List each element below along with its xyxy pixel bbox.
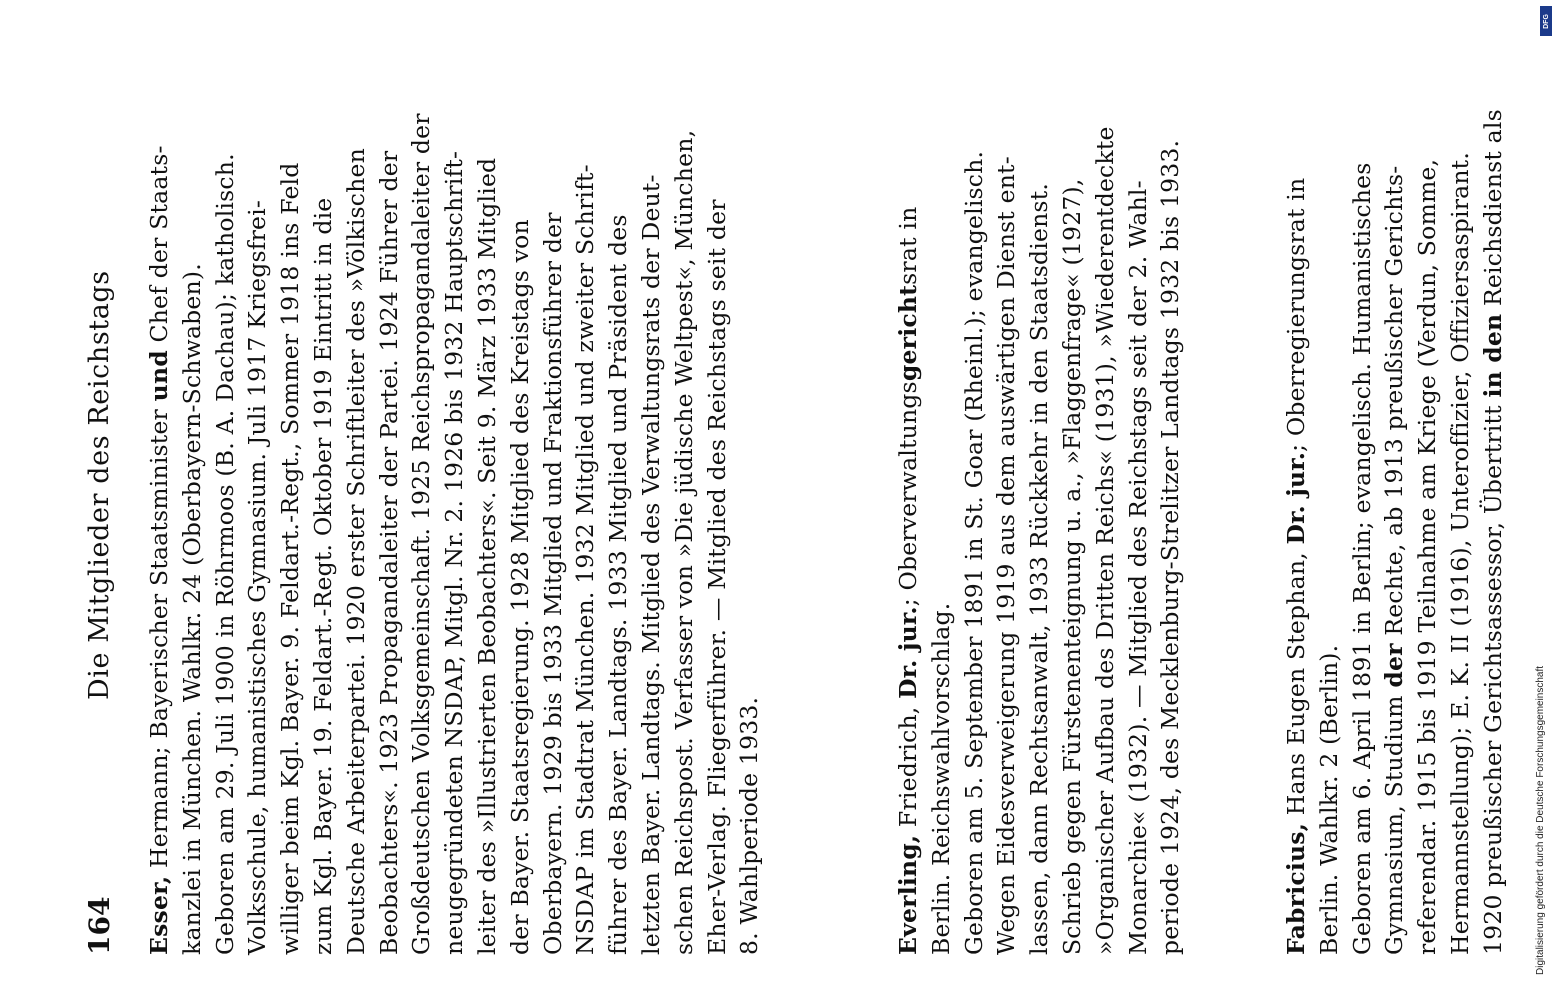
text-run: Monarchie« (1932). — Mitglied des Reichstags seit der 2. Wahl- xyxy=(1123,180,1152,955)
text-run: Rechte, ab 1913 preußischer Gerichts- xyxy=(1380,165,1409,644)
digitization-credit: Digitalisierung gefördert durch die Deutsche Forschungsgemeinschaft xyxy=(1535,665,1546,975)
text-run: Chef der Staats- xyxy=(145,145,173,351)
entry-text-line xyxy=(604,214,633,955)
bold-run: und xyxy=(145,350,173,402)
text-run: Schrieb gegen Fürstenenteignung u. a., »Flaggenfrage« (1927), xyxy=(1058,178,1086,955)
text-run: Friedrich, xyxy=(894,698,922,835)
entry-text-line xyxy=(538,212,567,955)
entry-heading-line xyxy=(894,206,922,955)
text-run: kanzlei in München. Wahlkr. 24 (Oberbayern-Schwaben). xyxy=(177,263,206,955)
text-run: ; Oberregierungsrat in xyxy=(1282,177,1310,452)
text-run: Geboren am 6. April 1891 in Berlin; evangelisch. Humanistisches xyxy=(1347,162,1376,955)
entry-text-line xyxy=(309,197,337,955)
entry-text-line xyxy=(505,219,534,955)
entry-text-line xyxy=(1058,178,1086,955)
text-run: führer des Bayer. Landtags. 1933 Mitglied und Präsident des xyxy=(604,214,633,955)
entry-text-line xyxy=(1413,158,1442,955)
entry-text-line xyxy=(1347,162,1376,955)
entry-text-line xyxy=(669,129,698,955)
bold-run: Esser, xyxy=(145,875,173,955)
entry-text-line xyxy=(374,150,403,955)
text-run: letzten Bayer. Landtags. Mitglied des Verwaltungsrats der Deut- xyxy=(637,174,665,955)
text-run: Beobachters«. 1923 Propagandaleiter der Partei. 1924 Führer der xyxy=(374,150,403,955)
bold-run: in den xyxy=(1478,313,1507,398)
dfg-logo-text: DFG xyxy=(1543,13,1550,29)
entry-text-line xyxy=(992,156,1021,955)
page-number: 164 xyxy=(83,896,116,955)
text-run: lassen, dann Rechtsanwalt, 1933 Rückkehr in den Staatsdienst. xyxy=(1025,182,1054,955)
entry-heading-line xyxy=(145,145,173,955)
text-run: srat in xyxy=(894,206,922,285)
entry-text-line xyxy=(1025,182,1054,955)
text-run: der Bayer. Staatsregierung. 1928 Mitglied des Kreistags von xyxy=(505,219,534,955)
text-run: periode 1924, des Mecklenburg-Strelitzer Landtags 1932 bis 1933. xyxy=(1156,139,1185,955)
text-run: Berlin. Wahlkr. 2 (Berlin). xyxy=(1314,644,1343,955)
text-run: schen Reichspost. Verfasser von »Die jüdische Weltpest«, München, xyxy=(669,129,698,955)
entry-text-line xyxy=(926,602,955,955)
entry-text-line xyxy=(341,148,370,955)
entry-text-line xyxy=(440,150,469,955)
entry-text-line xyxy=(735,696,764,955)
entry-text-line xyxy=(407,113,436,955)
entry-text-line xyxy=(276,162,305,955)
entry-text-line xyxy=(1156,139,1185,955)
entry-text-line xyxy=(177,263,206,955)
entry-text-line xyxy=(959,150,988,955)
dfg-logo xyxy=(1540,6,1552,36)
bold-run: Dr. jur. xyxy=(1282,451,1310,545)
text-run: Gymnasium, Studium xyxy=(1380,687,1409,955)
text-run: NSDAP im Stadtrat München. 1932 Mitglied und zweiter Schrift- xyxy=(571,164,600,955)
text-run: 8. Wahlperiode 1933. xyxy=(735,696,764,955)
text-run: Geboren am 29. Juli 1900 in Röhrmoos (B. A. Dachau); katholisch. xyxy=(210,153,239,955)
text-run: »Organischer Aufbau des Dritten Reichs« (1931), »Wiederentdeckte xyxy=(1090,126,1119,955)
text-run: Berlin. Reichswahlvorschlag. xyxy=(926,602,955,955)
entry-text-line xyxy=(243,199,272,955)
text-run: Hans Eugen Stephan, xyxy=(1282,544,1310,823)
entry-heading-line xyxy=(1282,177,1310,955)
entry-text-line xyxy=(210,153,239,955)
text-run: ; Oberverwaltungs xyxy=(894,381,922,607)
entry-text-line xyxy=(1123,180,1152,955)
text-run: 1920 preußischer Gerichtsassessor, Übertritt xyxy=(1478,397,1507,955)
bold-run: Fabricius, xyxy=(1282,822,1310,955)
text-run: Großdeutschen Volksgemeinschaft. 1925 Reichspropagandaleiter der xyxy=(407,113,436,955)
text-run: Hermannstellung); E. K. II (1916), Unteroffizier, Offiziersaspirant. xyxy=(1446,152,1474,955)
text-run: referendar. 1915 bis 1919 Teilnahme am Kriege (Verdun, Somme, xyxy=(1413,158,1442,955)
entry-text-line xyxy=(1446,152,1474,955)
bold-run: der xyxy=(1380,643,1409,688)
text-run: Hermann; Bayerischer Staatsminister xyxy=(145,401,173,876)
bold-run: Everling, xyxy=(894,834,922,955)
entry-text-line xyxy=(1314,644,1343,955)
entry-text-line xyxy=(1478,109,1507,955)
bold-run: gericht xyxy=(894,284,922,382)
text-run: zum Kgl. Bayer. 19. Feldart.-Regt. Oktober 1919 Eintritt in die xyxy=(309,197,337,955)
text-run: Wegen Eidesverweigerung 1919 aus dem auswärtigen Dienst ent- xyxy=(992,156,1021,955)
text-run: leiter des »Illustrierten Beobachters«. Seit 9. März 1933 Mitglied xyxy=(473,157,501,955)
text-run: neugegründeten NSDAP, Mitgl. Nr. 2. 1926 bis 1932 Hauptschrift- xyxy=(440,150,469,955)
text-run: williger beim Kgl. Bayer. 9. Feldart.-Regt., Sommer 1918 ins Feld xyxy=(276,162,305,955)
text-run: Reichsdienst als xyxy=(1478,109,1507,314)
entry-text-line xyxy=(1380,165,1409,955)
text-run: Eher-Verlag. Fliegerführer. — Mitglied des Reichstags seit der xyxy=(702,199,731,955)
entry-text-line xyxy=(571,164,600,955)
text-run: Deutsche Arbeiterpartei. 1920 erster Schriftleiter des »Völkischen xyxy=(341,148,370,955)
running-title: Die Mitglieder des Reichstags xyxy=(84,270,115,700)
entry-text-line xyxy=(702,199,731,955)
entry-text-line xyxy=(637,174,665,955)
entry-text-line xyxy=(1090,126,1119,955)
bold-run: Dr. jur. xyxy=(894,606,922,699)
entry-text-line xyxy=(473,157,501,955)
text-run: Oberbayern. 1929 bis 1933 Mitglied und Fraktionsführer der xyxy=(538,212,567,955)
text-run: Geboren am 5. September 1891 in St. Goar (Rheinl.); evangelisch. xyxy=(959,150,988,955)
text-run: Volksschule, humanistisches Gymnasium. Juli 1917 Kriegsfrei- xyxy=(243,199,272,955)
